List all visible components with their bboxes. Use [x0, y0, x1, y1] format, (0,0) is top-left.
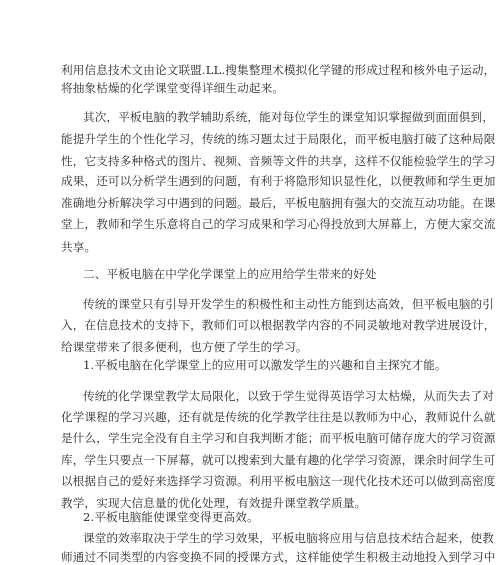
paragraph-line: 入，在信息技术的支持下，教师们可以根据教学内容的不同灵敏地对教学进展设计， [61, 318, 496, 332]
paragraph-line: 教学，实现大信息量的优化处理，有效提升课堂教学质量。 [61, 496, 367, 510]
paragraph-line: 库，学生只要点一下屏幕，就可以搜索到大量有趣的化学学习资源，课余时间学生可 [61, 453, 496, 467]
subsection-heading: 2.平板电脑能使课堂变得更高效。 [83, 510, 259, 524]
paragraph-line: 共享。 [61, 240, 97, 254]
paragraph-line: 堂上，教师和学生乐意将自己的学习成果和学习心得投放到大屏幕上，方便大家交流 [61, 217, 496, 231]
paragraph-line: 以根据自己的爱好来选择学习资源。利用平板电脑这一现代化技术还可以做到高密度 [61, 474, 496, 488]
paragraph-line: 是什么，学生完全没有自主学习和自我判断才能；而平板电脑可储存庞大的学习资源 [61, 431, 496, 445]
paragraph-line: 准确地分析解决学习中遇到的问题。最后，平板电脑拥有强大的交流互动功能。在课 [61, 196, 496, 210]
paragraph-line: 将抽象枯燥的化学课堂变得详细生动起来。 [61, 81, 285, 95]
paragraph-line: 化学课程的学习兴趣，还有就是传统的化学教学往往是以教师为中心，教师说什么就 [61, 410, 496, 424]
paragraph-line: 传统的化学课堂教学太局限化，以致于学生觉得英语学习太枯燥，从而失去了对 [83, 389, 495, 403]
paragraph-line: 性，它支持多种格式的图片、视频、音频等文件的共享，这样不仅能检验学生的学习 [61, 154, 496, 168]
paragraph-line: 其次，平板电脑的教学辅助系统，能对每位学生的课堂知识掌握做到面面俱到， [83, 110, 495, 124]
paragraph-line: 能提升学生的个性化学习，传统的练习题太过于局限化，而平板电脑打破了这种局限 [61, 132, 496, 146]
subsection-heading: 1.平板电脑在化学课堂上的应用可以激发学生的兴趣和自主探究才能。 [83, 358, 447, 372]
paragraph-line: 给课堂带来了很多便利，也方便了学生的学习。 [61, 340, 308, 354]
paragraph-line: 师通过不同类型的内容变换不同的授课方式，这样能使学生积极主动地投入到学习中 [61, 550, 496, 564]
paragraph-line: 利用信息技术文由论文联盟.LL.搜集整理术模拟化学键的形成过程和核外电子运动， [61, 63, 496, 77]
section-heading: 二、平板电脑在中学化学课堂上的应用给学生带来的好处 [83, 267, 377, 281]
paragraph-line: 传统的课堂只有引导开发学生的积极性和主动性方能到达高效，但平板电脑的引 [83, 297, 495, 311]
paragraph-line: 成果，还可以分析学生遇到的问题，有利于将隐形知识显性化，以便教师和学生更加 [61, 174, 496, 188]
paragraph-line: 课堂的效率取决于学生的学习效果，平板电脑将应用与信息技术结合起来，使教 [83, 531, 495, 545]
